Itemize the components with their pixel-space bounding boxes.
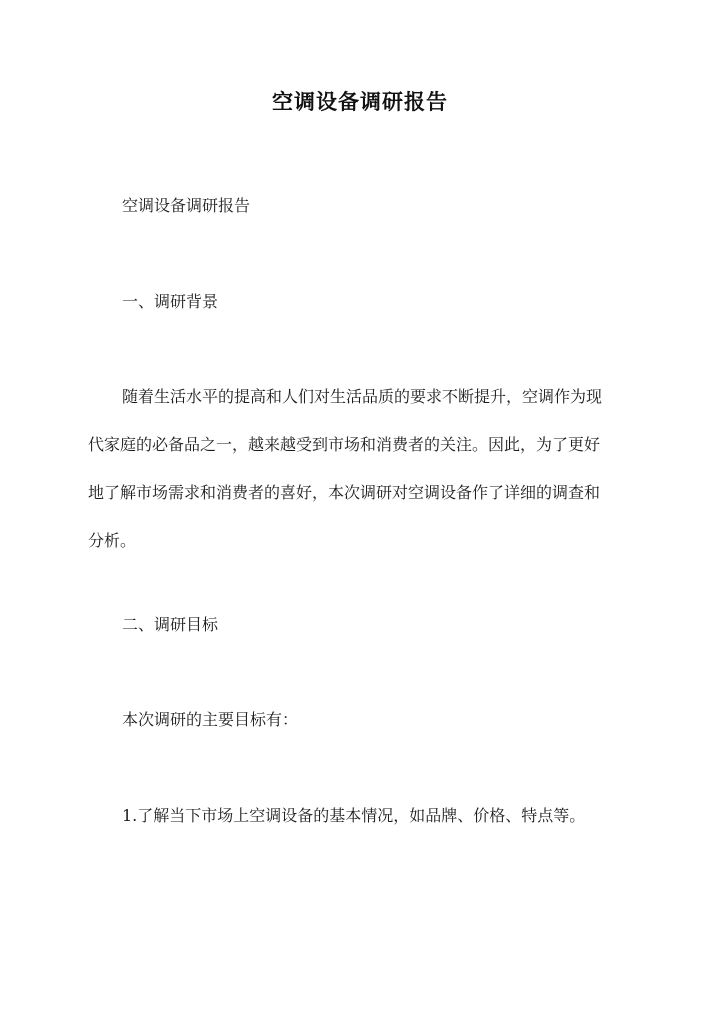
- goal-item-1: 1.了解当下市场上空调设备的基本情况，如品牌、价格、特点等。: [122, 806, 586, 825]
- section-heading-background: 一、调研背景: [122, 292, 219, 311]
- document-subtitle: 空调设备调研报告: [122, 196, 251, 215]
- section-heading-goals: 二、调研目标: [122, 615, 219, 634]
- paragraph-line: 随着生活水平的提高和人们对生活品质的要求不断提升，空调作为现: [122, 387, 603, 406]
- paragraph-line: 分析。: [88, 531, 137, 550]
- document-title: 空调设备调研报告: [272, 89, 448, 114]
- paragraph-line: 代家庭的必备品之一，越来越受到市场和消费者的关注。因此，为了更好: [88, 435, 601, 454]
- section-background-paragraph: [88, 387, 633, 599]
- section-goals-intro: 本次调研的主要目标有：: [122, 710, 299, 729]
- paragraph-line: 地了解市场需求和消费者的喜好，本次调研对空调设备作了详细的调查和: [88, 483, 601, 502]
